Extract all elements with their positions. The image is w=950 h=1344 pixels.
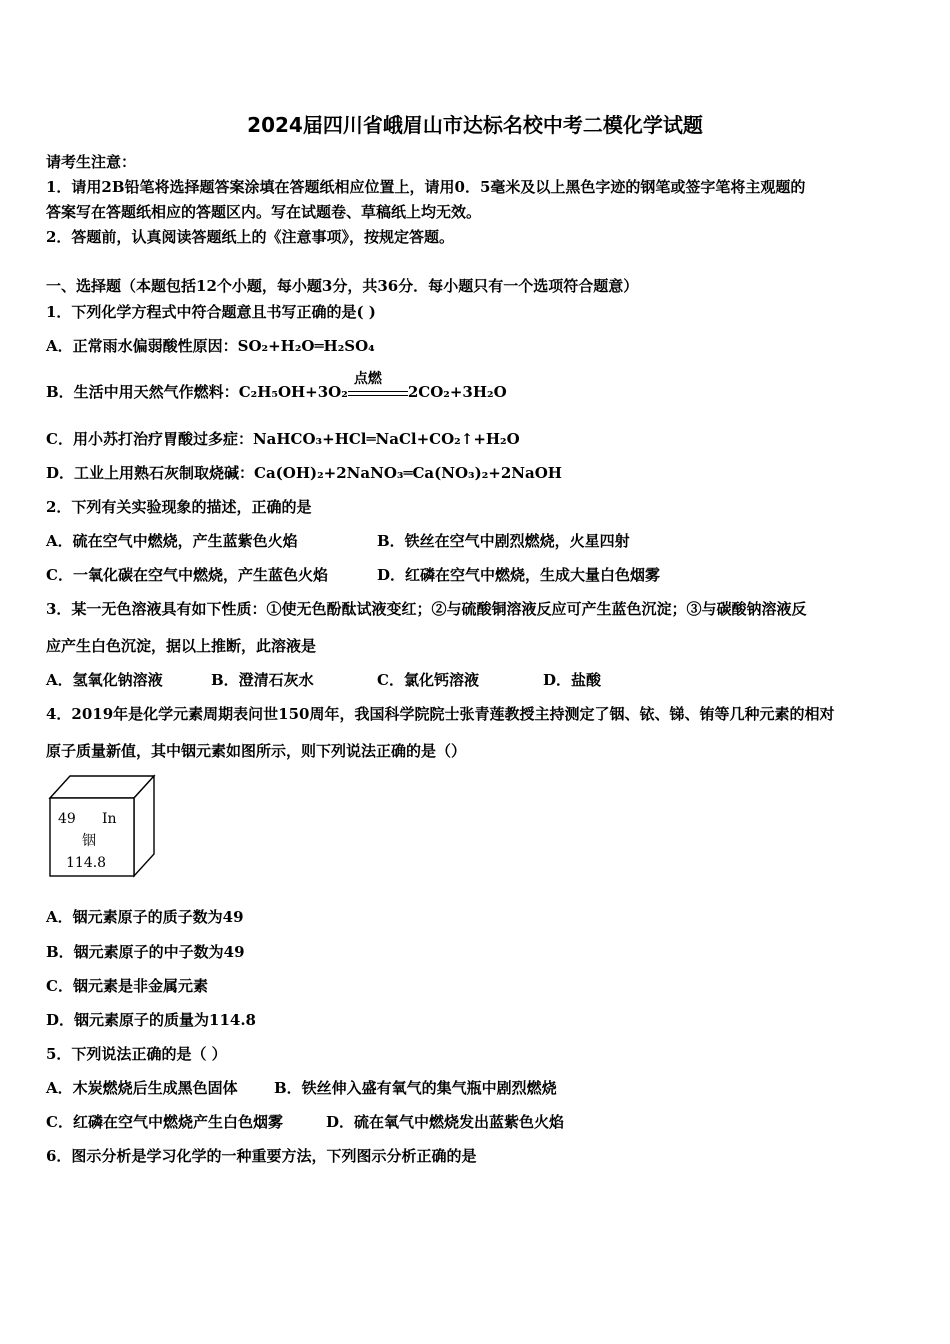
q1-stem: 1．下列化学方程式中符合题意且书写正确的是( ) <box>46 303 376 321</box>
q3-stem-1: 3．某一无色溶液具有如下性质：①使无色酚酞试液变红；②与硫酸铜溶液反应可产生蓝色沉淀；③与碳酸钠溶液反 <box>46 600 807 618</box>
q3-option-a: A．氢氧化钠溶液 <box>46 671 163 689</box>
page-title: 2024届四川省峨眉山市达标名校中考二模化学试题 <box>247 113 703 137</box>
notice-line-2: 2．答题前，认真阅读答题纸上的《注意事项》，按规定答题。 <box>46 228 454 246</box>
reaction-arrow <box>348 371 408 403</box>
q5-option-b: B．铁丝伸入盛有氧气的集气瓶中剧烈燃烧 <box>274 1079 557 1097</box>
q1-d-equation: Ca(OH)₂+2NaNO₃═Ca(NO₃)₂+2NaOH <box>254 464 562 482</box>
q1-c-label: C．用小苏打治疗胃酸过多症： <box>46 430 253 448</box>
notice-heading: 请考生注意： <box>46 153 137 171</box>
notice-line-1b: 答案写在答题纸相应的答题区内。写在试题卷、草稿纸上均无效。 <box>46 203 482 221</box>
q1-c-equation: NaHCO₃+HCl═NaCl+CO₂↑+H₂O <box>252 430 520 448</box>
q2-option-c: C．一氧化碳在空气中燃烧，产生蓝色火焰 <box>46 566 328 584</box>
q4-option-a: A．铟元素原子的质子数为49 <box>46 908 244 926</box>
q1-option-b <box>46 371 507 403</box>
reaction-condition: 点燃 <box>353 371 382 387</box>
element-mass: 114.8 <box>66 855 107 871</box>
q3-option-b: B．澄清石灰水 <box>211 671 314 689</box>
element-number: 49 <box>58 811 76 827</box>
notice-line-1a: 1．请用2B铅笔将选择题答案涂填在答题纸相应位置上，请用0．5毫米及以上黑色字迹的钢笔或签字笔将主观题的 <box>46 178 806 196</box>
q4-option-c: C．铟元素是非金属元素 <box>46 977 208 995</box>
element-name: 铟 <box>82 833 96 849</box>
q4-option-d: D．铟元素原子的质量为114.8 <box>46 1011 256 1029</box>
q3-option-c: C．氯化钙溶液 <box>377 671 479 689</box>
q2-option-d: D．红磷在空气中燃烧，生成大量白色烟雾 <box>377 566 661 584</box>
q5-option-d: D．硫在氧气中燃烧发出蓝紫色火焰 <box>326 1113 565 1131</box>
q4-stem-1: 4．2019年是化学元素周期表问世150周年，我国科学院院士张青莲教授主持测定了铟、铱、锑、铕等几种元素的相对 <box>46 705 835 723</box>
q2-option-b: B．铁丝在空气中剧烈燃烧，火星四射 <box>377 532 630 550</box>
q1-d-label: D．工业上用熟石灰制取烧碱： <box>46 464 255 482</box>
q1-option-d <box>46 463 562 483</box>
q1-option-c <box>46 429 520 449</box>
indium-element-card <box>46 772 158 880</box>
q5-stem: 5．下列说法正确的是（ ） <box>46 1045 227 1063</box>
q2-option-a: A．硫在空气中燃烧，产生蓝紫色火焰 <box>46 532 298 550</box>
q1-a-equation: SO₂+H₂O═H₂SO₄ <box>237 337 375 355</box>
q1-b-left: C₂H₅OH+3O₂ <box>238 383 348 401</box>
q4-stem-2: 原子质量新值，其中铟元素如图所示，则下列说法正确的是（） <box>46 742 467 760</box>
q1-a-label: A．正常雨水偏弱酸性原因： <box>46 337 238 355</box>
q5-option-c: C．红磷在空气中燃烧产生白色烟雾 <box>46 1113 283 1131</box>
q3-option-d: D．盐酸 <box>543 671 602 689</box>
q4-option-b: B．铟元素原子的中子数为49 <box>46 943 245 961</box>
element-symbol: In <box>102 811 117 827</box>
section-heading: 一、选择题（本题包括12个小题，每小题3分，共36分．每小题只有一个选项符合题意） <box>46 277 639 295</box>
q6-stem: 6．图示分析是学习化学的一种重要方法，下列图示分析正确的是 <box>46 1147 477 1165</box>
q1-b-right: 2CO₂+3H₂O <box>407 383 507 401</box>
q2-stem: 2．下列有关实验现象的描述，正确的是 <box>46 498 312 516</box>
q3-stem-2: 应产生白色沉淀，据以上推断，此溶液是 <box>46 637 317 655</box>
q1-option-a <box>46 336 375 356</box>
q1-b-label: B．生活中用天然气作燃料： <box>46 383 239 401</box>
q5-option-a: A．木炭燃烧后生成黑色固体 <box>46 1079 238 1097</box>
